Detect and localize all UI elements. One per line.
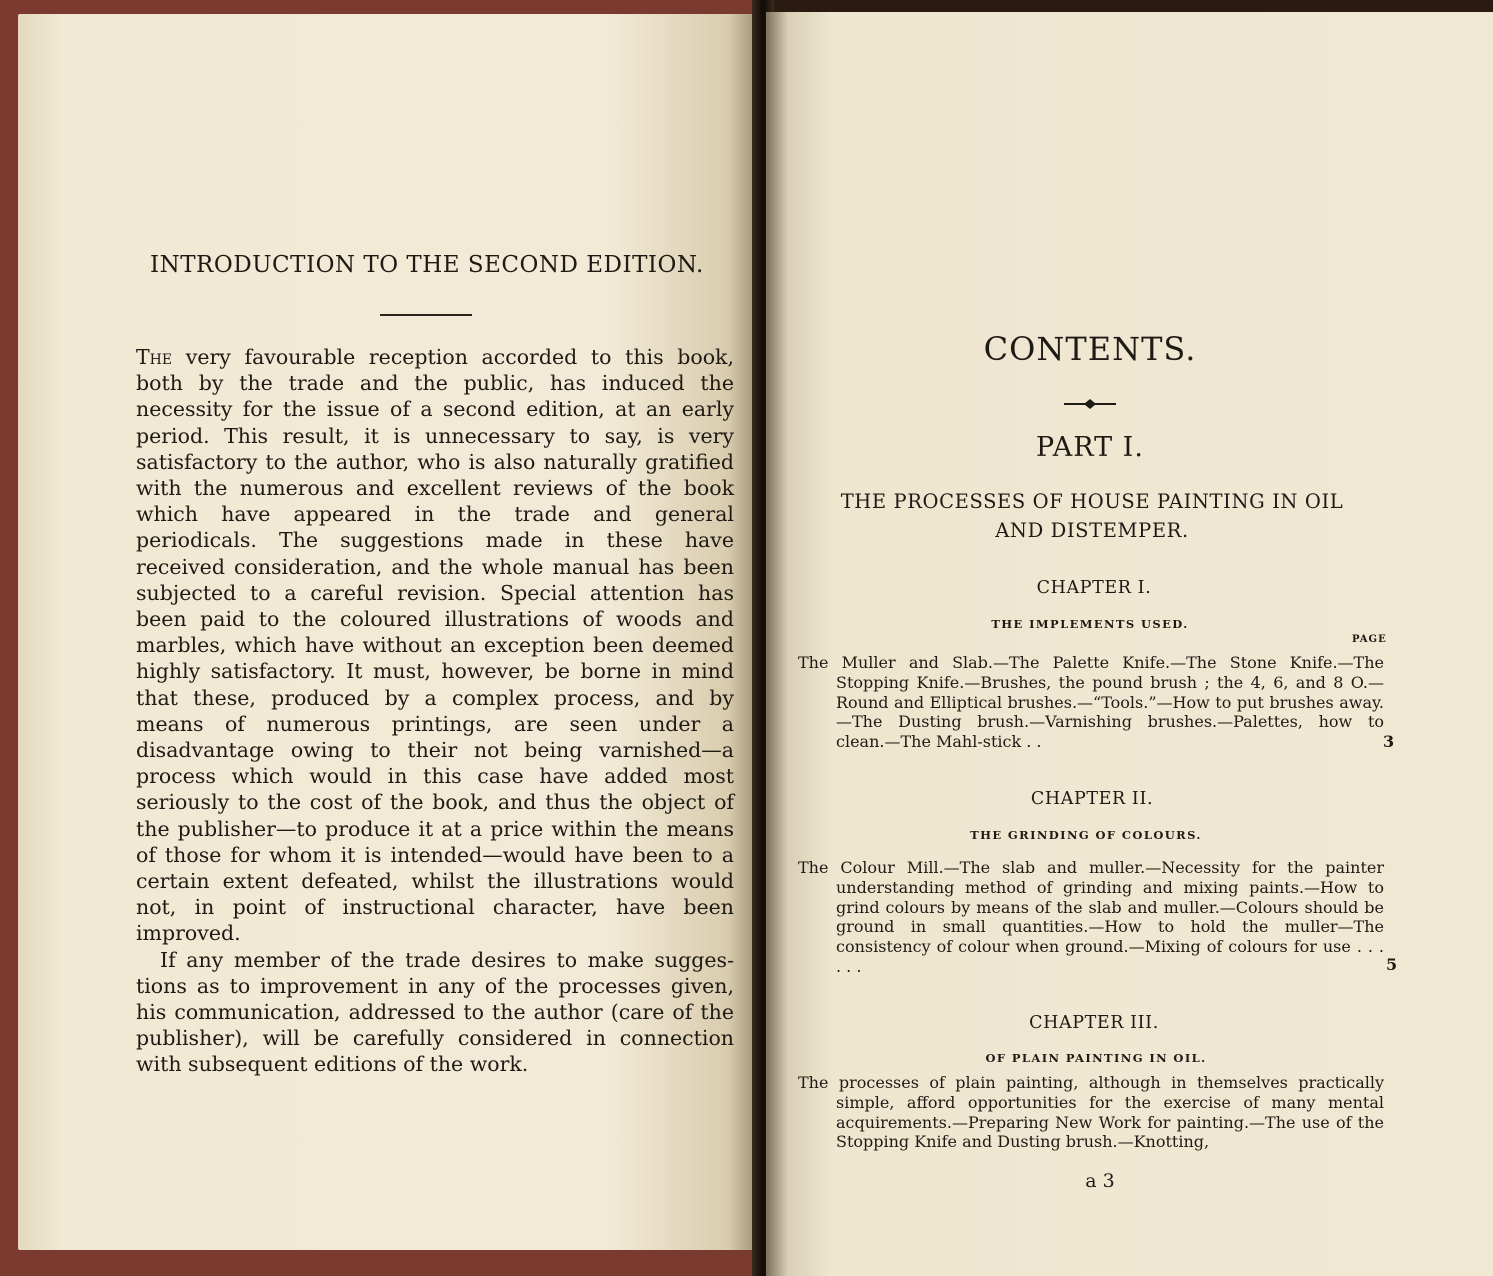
intro-title: INTRODUCTION TO THE SECOND EDITION.: [150, 252, 704, 278]
intro-paragraph-2: If any member of the trade desires to make suggestions as to improvement in any of the processes given, his communication, addressed to the author (care of the publisher), will be carefully considered in connection with subsequent editions of the work.: [136, 947, 734, 1077]
contents-title: CONTENTS.: [983, 330, 1197, 368]
intro-paragraph-1: [136, 344, 734, 947]
chapter-2-subheading: THE GRINDING OF COLOURS.: [970, 828, 1202, 842]
chapter-2-entry: The Colour Mill.—The slab and muller.—Necessity for the painter understanding method of grinding and mixing paints.—How to grind colours by means of the slab and muller.—Colours should be ground in small quantities.—How to hold the muller—The consistency of colour when ground.—Mixing of colours for use . . . . . .: [798, 858, 1384, 976]
chapter-2-heading: CHAPTER II.: [1030, 789, 1154, 809]
chapter-3-subheading: OF PLAIN PAINTING IN OIL.: [985, 1051, 1207, 1065]
intro-paragraph-1-text: very favourable reception accorded to this book, both by the trade and the public, has induced the necessity for the issue of a second edition, at an early period. This result, it is unnecessary to say, is very satisfactory to the author, who is also naturally gratified with the numerous and excellent reviews of the book which have appeared in the trade and general periodicals. The suggestions made in these have received consideration, and the whole manual has been subjected to a careful revision. Special attention has been paid to the coloured illustrations of woods and marbles, which have without an exception been deemed highly satisfactory. It must, however, be borne in mind that these, produced by a complex process, and by means of numerous printings, are seen under a disadvantage owing to their not being varnished—a process which would in this case have added most seriously to the cost of the book, and thus the object of the publisher—to produce it at a price within the means of those for whom it is intended—would have been to a certain extent defeated, whilst the illustrations would not, in point of instructional character, have been improved.: [136, 345, 734, 946]
chapter-2-page-number: 5: [1386, 955, 1398, 974]
chapter-1-page-number: 3: [1383, 732, 1395, 751]
chapter-1-entry: The Muller and Slab.—The Palette Knife.—The Stone Knife.—The Stopping Knife.—Brushes, the pound brush ; the 4, 6, and 8 O.—Round and Elliptical brushes.—“Tools.”—How to put brushes away.—The Dusting brush.—Varnishing brushes.—Palettes, how to clean.—The Mahl-stick . .: [798, 653, 1384, 752]
chapter-1-heading: CHAPTER I.: [1036, 578, 1152, 598]
intro-body: [136, 344, 734, 1078]
part-title: PART I.: [1036, 432, 1144, 463]
part-subtitle-line-2: AND DISTEMPER.: [995, 519, 1189, 542]
chapter-3-entry: The processes of plain painting, although in themselves practically simple, afford opportunities for the exercise of many mental acquirements.—Preparing New Work for painting.—The use of the Stopping Knife and Dusting brush.—Knotting,: [798, 1073, 1384, 1152]
chapter-1-subheading: THE IMPLEMENTS USED.: [991, 617, 1189, 631]
part-subtitle-line-1: THE PROCESSES OF HOUSE PAINTING IN OIL: [840, 490, 1344, 513]
title-rule: [380, 314, 472, 316]
ornament-divider-icon: [1062, 398, 1118, 410]
chapter-3-heading: CHAPTER III.: [1029, 1013, 1159, 1033]
drop-word: The: [136, 345, 173, 369]
page-folio: a 3: [1085, 1170, 1115, 1192]
page-column-label: PAGE: [1352, 634, 1387, 645]
part-subtitle: [792, 487, 1392, 545]
